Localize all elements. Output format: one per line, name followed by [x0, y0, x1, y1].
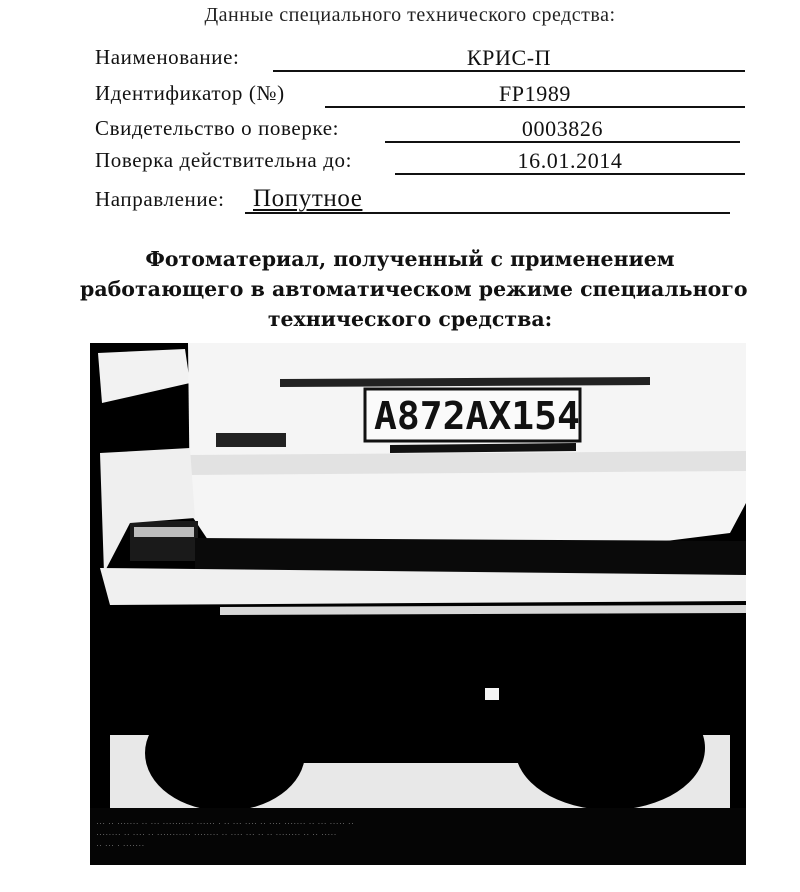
field-valid-until-label: Поверка действительна до: [95, 148, 353, 172]
field-identifier-label: Идентификатор (№) [95, 81, 285, 105]
photo-heading-line-3: технического средства: [267, 307, 553, 331]
field-certificate-value: 0003826 [521, 116, 604, 141]
photo-heading [80, 244, 748, 334]
field-direction [95, 186, 730, 214]
field-name-value: КРИС-П [466, 45, 552, 70]
field-direction-value: Попутное [253, 185, 363, 212]
photo-footer-line-1: ··· ·· ······· ·· ··· ·········· ······ · ·· ··· ···· ·· ···· ······· ·· ··· ····· ·· [96, 818, 355, 828]
photo-heading-line-2: работающего в автоматическом режиме специального [80, 277, 748, 301]
field-name-label: Наименование: [95, 45, 240, 69]
vehicle-photo-image [90, 343, 746, 865]
field-certificate [95, 115, 740, 143]
photo-footer-line-2: ········ ·· ···· ·· ··········· ········ ·· ···· ··· ·· ·· ········ ·· ·· ····· [96, 829, 337, 839]
field-name [95, 44, 745, 72]
field-identifier-value: FP1989 [498, 81, 572, 106]
field-identifier [95, 80, 745, 108]
section-title: Данные специального технического средства: [204, 4, 616, 26]
field-valid-until-value: 16.01.2014 [517, 148, 623, 173]
field-certificate-label: Свидетельство о поверке: [95, 116, 340, 140]
photo-footer-line-3: ·· ··· · ······· [96, 840, 145, 850]
photo-footer-text [96, 818, 736, 851]
plate-number: А872АХ154 [374, 394, 580, 438]
field-valid-until [95, 147, 745, 175]
field-direction-label: Направление: [95, 187, 225, 211]
vehicle-photo [90, 343, 746, 865]
photo-heading-line-1: Фотоматериал, полученный с применением [145, 247, 675, 271]
